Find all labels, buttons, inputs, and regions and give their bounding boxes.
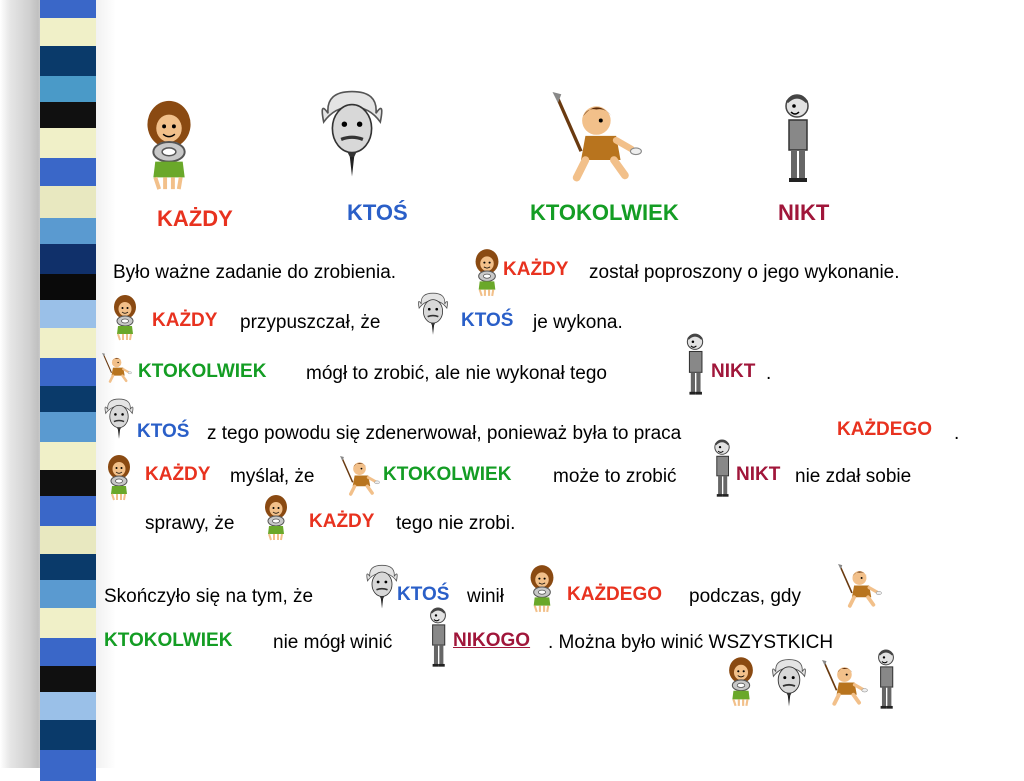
caveman-woman-icon [133,95,205,193]
line7-text-b: winił [467,586,504,607]
line5-keyword-2: KTOKOLWIEK [383,464,512,485]
line2-text-a: przypuszczał, że [240,312,381,333]
line6-keyword-1: KAŻDY [309,511,375,532]
caveman-woman-icon [524,562,560,614]
line5-text-a: myślał, że [230,466,315,487]
einstein-icon [414,290,452,338]
gray-man-icon [872,648,900,710]
gray-man-icon [708,438,736,498]
einstein-icon [316,85,388,183]
caveman-woman-icon [108,292,142,342]
line4-text-a: z tego powodu się zdenerwował, ponieważ była to praca [207,423,682,444]
line1-text-b: został poproszony o jego wykonanie. [589,262,900,283]
gray-man-icon [680,332,710,396]
line3-text-b: . [766,363,772,384]
heading-kazdy: KAŻDY [157,206,233,231]
gray-man-icon [775,92,819,184]
caveman-woman-icon [102,452,136,502]
line8-keyword-2: NIKOGO [453,630,531,651]
line5-keyword-3: NIKT [736,464,781,485]
einstein-icon [768,656,810,710]
einstein-icon [362,562,402,612]
line2-text-b: je wykona. [533,312,623,333]
line6-text-a: sprawy, że [145,513,235,534]
decorative-side-strip [0,0,116,768]
caveman-spear-icon [102,350,132,386]
line3-keyword-1: KTOKOLWIEK [138,361,267,382]
caveman-woman-icon [471,246,503,298]
line8-text-a: nie mógł winić [273,632,393,653]
line5-keyword-1: KAŻDY [145,464,211,485]
caveman-spear-icon [838,564,882,608]
einstein-icon [102,396,136,442]
line4-keyword-2: KAŻDEGO [837,419,932,440]
line7-text-c: podczas, gdy [689,586,801,607]
line7-keyword-1: KTOŚ [397,584,450,605]
line3-text-a: mógł to zrobić, ale nie wykonał tego [306,363,607,384]
line7-text-a: Skończyło się na tym, że [104,586,314,607]
caveman-spear-icon [822,660,868,706]
caveman-spear-icon [550,92,645,182]
line6-text-b: tego nie zrobi. [396,513,516,534]
caveman-woman-icon [722,654,760,708]
line1-keyword: KAŻDY [503,259,569,280]
caveman-spear-icon [340,456,380,496]
line2-keyword-1: KAŻDY [152,310,218,331]
gray-man-icon [424,606,452,668]
line4-keyword-1: KTOŚ [137,421,190,442]
line7-keyword-2: KAŻDEGO [567,584,662,605]
line8-text-b: . Można było winić WSZYSTKICH [548,632,834,653]
line5-text-c: nie zdał sobie [795,466,912,487]
heading-nikt: NIKT [778,200,830,225]
line8-keyword-1: KTOKOLWIEK [104,630,233,651]
line1-text-a: Było ważne zadanie do zrobienia. [113,262,397,283]
line2-keyword-2: KTOŚ [461,310,514,331]
line3-keyword-2: NIKT [711,361,756,382]
caveman-woman-icon [258,492,294,542]
color-band [40,0,96,768]
line4-text-b: . [954,423,960,444]
line5-text-b: może to zrobić [553,466,677,487]
heading-ktos: KTOŚ [347,200,408,225]
heading-ktokolwiek: KTOKOLWIEK [530,200,679,225]
